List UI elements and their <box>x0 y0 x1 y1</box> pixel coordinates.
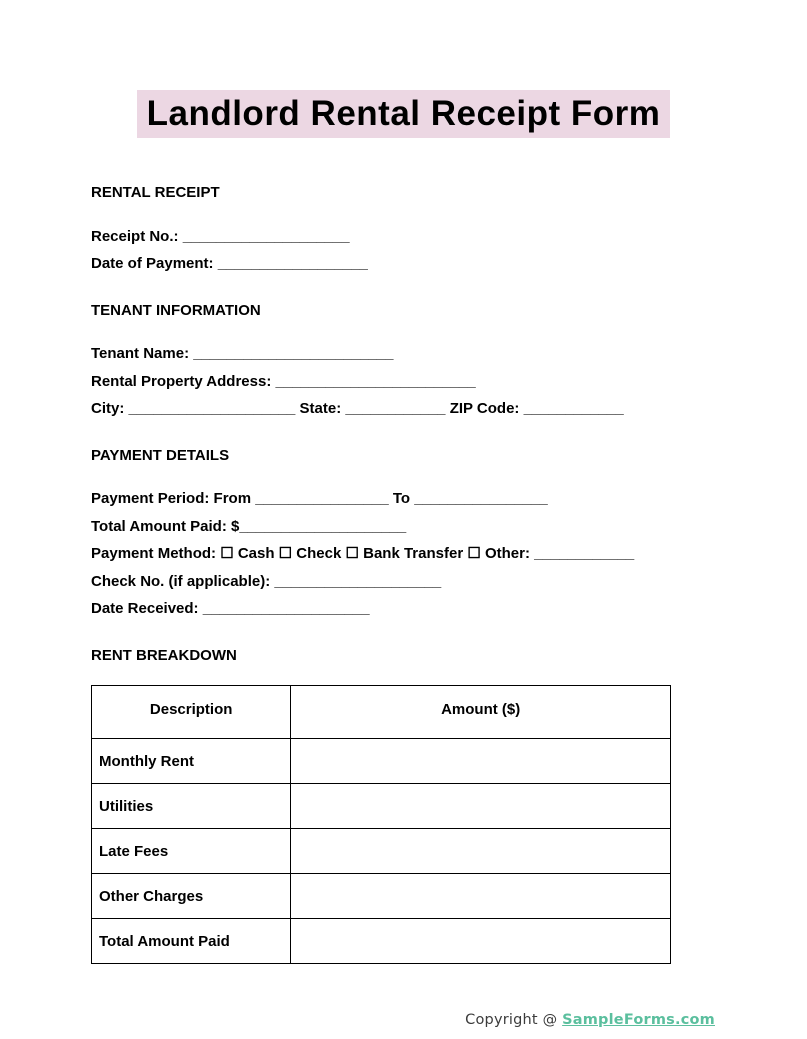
footer <box>0 1012 807 1028</box>
check-no-blank: ____________________ <box>274 572 442 590</box>
payment-method-other-blank: ____________ <box>534 545 635 562</box>
document-body <box>91 179 716 964</box>
table-cell-description: Other Charges <box>92 874 291 919</box>
tenant-name-blank: ________________________ <box>193 345 394 362</box>
date-received-label: Date Received: <box>91 600 199 617</box>
payment-method-line <box>91 540 716 568</box>
table-row <box>92 829 671 874</box>
payment-method-label: Payment Method: <box>91 545 217 562</box>
section-heading-rent-breakdown: RENT BREAKDOWN <box>91 646 237 664</box>
state-blank: ____________ <box>345 400 446 417</box>
zip-code-label: ZIP Code: <box>449 400 520 417</box>
payment-period-from-blank: ________________ <box>255 490 389 507</box>
page-title: Landlord Rental Receipt Form <box>137 90 671 138</box>
date-of-payment-blank: __________________ <box>217 255 368 272</box>
copyright-text: Copyright @ <box>465 1012 558 1028</box>
payment-period-line <box>91 485 716 513</box>
table-row <box>92 784 671 829</box>
sampleforms-link[interactable]: SampleForms.com <box>562 1012 715 1028</box>
checkbox-icon: ☐ <box>220 545 234 562</box>
date-of-payment-line <box>91 250 716 278</box>
table-cell-amount <box>291 919 671 964</box>
section-heading-rental-receipt: RENTAL RECEIPT <box>91 184 220 201</box>
checkbox-icon: ☐ <box>278 545 293 562</box>
total-amount-paid-blank: ____________________ <box>239 517 407 535</box>
table-cell-description: Late Fees <box>92 829 291 874</box>
rental-property-address-label: Rental Property Address: <box>91 372 272 390</box>
receipt-no-blank: ____________________ <box>182 227 350 245</box>
check-no-line <box>91 568 716 596</box>
receipt-no-line <box>91 223 716 251</box>
table-cell-amount <box>291 739 671 784</box>
table-cell-amount <box>291 784 671 829</box>
section-heading-tenant-information: TENANT INFORMATION <box>91 301 261 319</box>
city-blank: ____________________ <box>128 400 296 417</box>
table-row <box>92 739 671 784</box>
title-row <box>0 0 807 138</box>
city-state-zip-line <box>91 395 716 423</box>
rent-breakdown-table <box>91 685 671 964</box>
payment-period-to-blank: ________________ <box>414 490 548 507</box>
payment-method-option-check: Check <box>296 545 342 562</box>
payment-period-label: Payment Period: From <box>91 490 252 507</box>
state-label: State: <box>299 400 342 417</box>
check-no-label: Check No. (if applicable): <box>91 572 271 590</box>
table-header-row <box>92 686 671 739</box>
checkbox-icon: ☐ <box>467 545 481 562</box>
rental-property-address-line <box>91 368 716 396</box>
receipt-no-label: Receipt No.: <box>91 227 179 245</box>
rental-property-address-blank: ________________________ <box>275 372 476 390</box>
table-cell-description: Utilities <box>92 784 291 829</box>
zip-code-blank: ____________ <box>523 400 624 417</box>
table-cell-amount <box>291 829 671 874</box>
table-cell-description: Total Amount Paid <box>92 919 291 964</box>
table-cell-description: Monthly Rent <box>92 739 291 784</box>
date-received-blank: ____________________ <box>202 600 370 617</box>
table-header-amount: Amount ($) <box>291 686 671 739</box>
payment-period-to-label: To <box>392 490 411 507</box>
payment-method-option-cash: Cash <box>237 545 275 562</box>
table-row <box>92 874 671 919</box>
city-label: City: <box>91 400 125 417</box>
payment-method-option-bank-transfer: Bank Transfer <box>363 545 464 562</box>
table-header-description: Description <box>92 686 291 739</box>
table-cell-amount <box>291 874 671 919</box>
total-amount-paid-line <box>91 513 716 541</box>
payment-method-option-other: Other: <box>484 545 530 562</box>
total-amount-paid-label: Total Amount Paid: $ <box>91 517 240 535</box>
tenant-name-label: Tenant Name: <box>91 345 190 362</box>
checkbox-icon: ☐ <box>345 545 359 562</box>
section-heading-payment-details: PAYMENT DETAILS <box>91 446 230 464</box>
table-row <box>92 919 671 964</box>
date-of-payment-label: Date of Payment: <box>91 255 214 272</box>
date-received-line <box>91 595 716 623</box>
tenant-name-line <box>91 340 716 368</box>
